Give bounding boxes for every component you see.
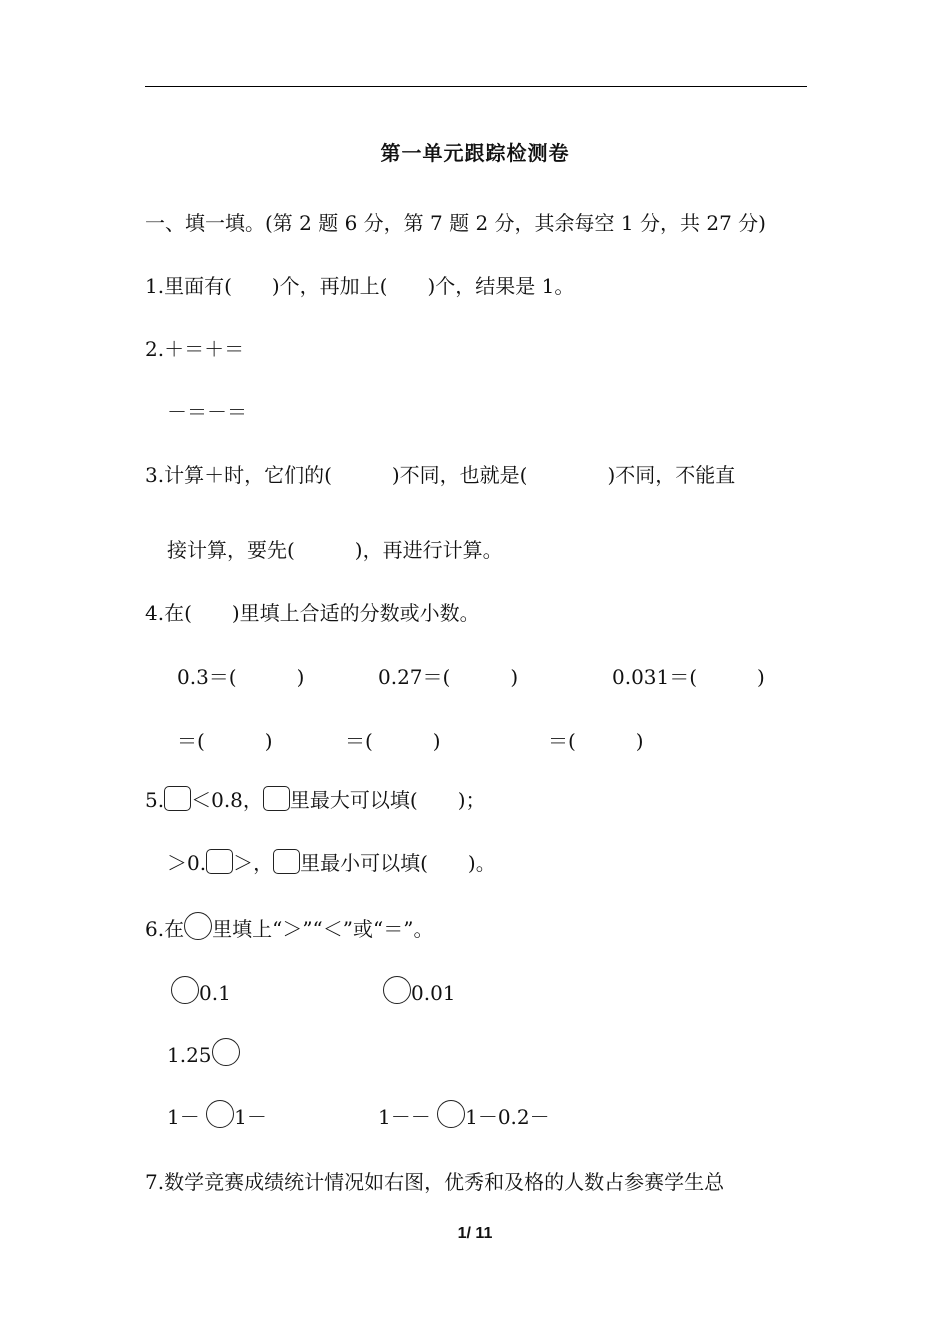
q4-blank-2: 0.27＝( ) [378,665,519,689]
question-6 [145,912,433,942]
header-rule [145,86,807,87]
q6-item-4-left: 1－ [167,1105,200,1129]
q4-blank-1: 0.3＝( ) [177,665,305,689]
q6-item-5-right: 1－0.2－ [465,1105,550,1129]
page-number: 1/ 11 [457,1225,493,1242]
answer-circle [383,976,411,1004]
question-3-line-2: 接计算，要先( )，再进行计算。 [167,538,503,562]
q5-line1-tail: 里最大可以填( )； [289,788,486,812]
q6-item-5-left: 1－－ [378,1105,431,1129]
question-3-line-1: 3.计算＋时，它们的( )不同，也就是( )不同，不能直 [145,463,736,487]
question-2-line-2: －＝－＝ [167,400,247,424]
q6-item-4 [167,1100,267,1130]
page-title: 第一单元跟踪检测卷 [380,141,570,165]
answer-circle [184,912,212,940]
q5-line2-a: ＞0. [167,851,207,875]
q6-item-2 [383,976,456,1006]
q6-item-2-value: 0.01 [411,981,456,1005]
q4-blank-4: ＝( ) [177,729,273,753]
q5-line2-b: ＞， [233,851,274,875]
q6-item-4-right: 1－ [234,1105,267,1129]
answer-box [164,786,191,811]
question-7: 7.数学竞赛成绩统计情况如右图，优秀和及格的人数占参赛学生总 [145,1170,725,1194]
question-2-line-1: 2.＋＝＋＝ [145,337,245,361]
q6-item-1-value: 0.1 [199,981,231,1005]
q5-number: 5. [145,788,165,812]
q6-item-1 [171,976,231,1006]
q6-suffix: 里填上“＞”“＜”或“＝”。 [212,917,434,941]
answer-circle [206,1100,234,1128]
question-5-line-1 [145,786,486,813]
q4-blank-3: 0.031＝( ) [612,665,765,689]
answer-circle [212,1038,240,1066]
answer-circle [171,976,199,1004]
answer-box [206,849,233,874]
q6-item-3-value: 1.25 [167,1043,212,1067]
question-4: 4.在( )里填上合适的分数或小数。 [145,601,480,625]
q6-item-3 [167,1038,240,1068]
q4-blank-5: ＝( ) [345,729,441,753]
q5-compare-text: ＜0.8， [191,788,263,812]
section-heading: 一、填一填。(第 2 题 6 分，第 7 题 2 分，其余每空 1 分，共 27 分) [145,211,766,235]
answer-box [273,849,300,874]
q6-prefix: 6.在 [145,917,185,941]
q5-line2-tail: 里最小可以填( )。 [300,851,496,875]
q4-blank-6: ＝( ) [548,729,644,753]
answer-box [263,786,290,811]
question-5-line-2 [167,849,496,876]
question-1: 1.里面有( )个，再加上( )个，结果是 1。 [145,274,575,298]
q6-item-5 [378,1100,550,1130]
answer-circle [437,1100,465,1128]
